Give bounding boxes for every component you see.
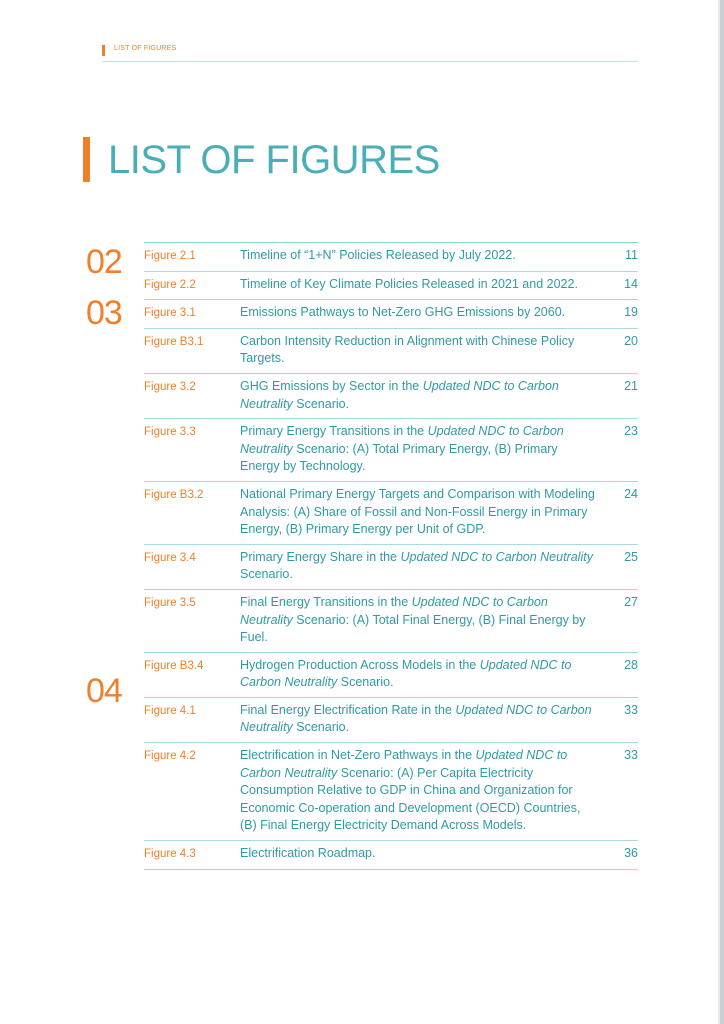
figure-title-segment: Timeline of “1+N” Policies Released by July 2022. [240,248,516,262]
figure-title [240,276,608,295]
figure-entry-row[interactable] [144,329,638,374]
figure-title [240,486,608,539]
figure-title [240,702,608,737]
figure-title-segment: Scenario. [292,396,350,411]
figure-page-number: 20 [624,333,638,348]
figure-title-segment: Scenario. [240,567,293,582]
figure-title [240,549,608,584]
figure-label: Figure 2.2 [144,278,196,291]
figure-title-italic-segment: Updated NDC to Carbon Neutrality [240,378,559,411]
figure-title [240,378,608,413]
figure-entry-row[interactable] [144,698,638,743]
figure-title-segment: Carbon Intensity Reduction in Alignment with Chinese Policy Targets. [240,333,575,366]
figure-entry-row[interactable] [144,419,638,482]
figure-title-segment: Scenario. [337,675,394,690]
page-title: LIST OF FIGURES [108,138,440,182]
figure-title [240,423,608,476]
figure-entry-row[interactable] [144,374,638,419]
figure-page-number: 21 [624,378,638,393]
figure-entry-row[interactable] [144,300,638,329]
figure-title-segment: Electrification Roadmap. [240,846,376,861]
figure-title-segment: Hydrogen Production Across Models in the [240,657,480,672]
figure-label: Figure B3.4 [144,659,204,672]
figure-label: Figure 4.1 [144,704,196,717]
chapter-number-02: 02 [86,243,122,281]
figure-title [240,247,608,266]
figure-title-segment: National Primary Energy Targets and Comparison with Modeling Analysis: (A) Share of Fossil and Non-Fossil Energy in Primary Energy, (B) Primary Energy per Unit of GDP. [240,486,595,537]
running-header [102,44,638,62]
figure-title [240,657,608,692]
figure-entry-row[interactable] [144,243,638,272]
figure-label: Figure B3.2 [144,488,204,501]
figure-page-number: 11 [625,248,638,262]
figure-title-segment: Scenario: (A) Total Primary Energy, (B) Primary Energy by Technology. [240,441,558,474]
figure-title-italic-segment: Updated NDC to Carbon Neutrality [240,748,568,780]
figure-entry-row[interactable] [144,743,638,841]
figure-title-segment: Scenario. [292,720,350,735]
figure-label: Figure 3.2 [144,380,196,393]
figure-title [240,594,608,647]
figure-page-number: 33 [624,702,638,717]
figure-title-italic-segment: Updated NDC to Carbon Neutrality [240,702,592,735]
header-accent-bar [102,45,105,56]
figure-title-segment: Primary Energy Transitions in the [240,424,428,439]
figure-title-italic-segment: Updated NDC to Carbon Neutrality [240,424,564,456]
figure-title-segment: GHG Emissions by Sector in the [240,378,423,393]
chapter-number-03: 03 [86,294,122,332]
figure-page-number: 14 [624,276,638,291]
page-edge [720,0,724,1024]
figure-page-number: 28 [624,657,638,672]
figure-label: Figure 3.4 [144,551,196,564]
figure-label: Figure 3.3 [144,426,196,439]
figure-entry-row[interactable] [144,545,638,590]
figure-label: Figure 4.3 [144,848,196,861]
figures-table [144,242,638,870]
figure-title [240,304,608,323]
figure-title-segment: Final Energy Transitions in the [240,594,412,609]
figure-label: Figure 3.5 [144,596,196,609]
figure-label: Figure 4.2 [144,750,196,763]
figure-entry-row[interactable] [144,482,638,545]
figure-title-italic-segment: Updated NDC to Carbon Neutrality [240,594,548,627]
figure-title-segment: Final Energy Electrification Rate in the [240,702,456,717]
figure-page-number: 36 [624,846,638,861]
figure-title-italic-segment: Updated NDC to Carbon Neutrality [240,657,572,690]
figure-entry-row[interactable] [144,653,638,698]
figure-label: Figure B3.1 [144,335,204,348]
figure-title [240,747,608,835]
figure-title-segment: Scenario: (A) Per Capita Electricity Consumption Relative to GDP in China and Organization for Economic Co-operation and Development (OECD) Countries, (B) Final Energy Electricity Demand Across Models. [240,765,581,833]
figure-entry-row[interactable] [144,272,638,301]
figure-entry-row[interactable] [144,841,638,870]
figure-page-number: 19 [624,305,638,320]
chapter-number-04: 04 [86,672,122,710]
figure-page-number: 23 [624,424,638,439]
figure-title-italic-segment: Updated NDC to Carbon Neutrality [400,549,593,564]
figure-page-number: 24 [624,486,638,501]
figure-title-segment: Scenario: (A) Total Final Energy, (B) Final Energy by Fuel. [240,612,586,645]
figure-title-segment: Electrification in Net-Zero Pathways in the [240,748,476,763]
figure-page-number: 25 [624,549,638,564]
figure-label: Figure 2.1 [144,250,196,262]
figure-page-number: 33 [624,748,638,763]
figure-title-segment: Timeline of Key Climate Policies Released in 2021 and 2022. [240,276,578,291]
title-accent-bar [83,137,90,182]
figure-page-number: 27 [624,594,638,609]
figure-entry-row[interactable] [144,590,638,653]
running-header-title: LIST OF FIGURES [114,45,177,52]
figure-title [240,845,608,864]
figure-title [240,333,608,368]
figure-title-segment: Primary Energy Share in the [240,549,401,564]
figure-title-segment: Emissions Pathways to Net-Zero GHG Emissions by 2060. [240,305,566,320]
figure-label: Figure 3.1 [144,307,196,320]
